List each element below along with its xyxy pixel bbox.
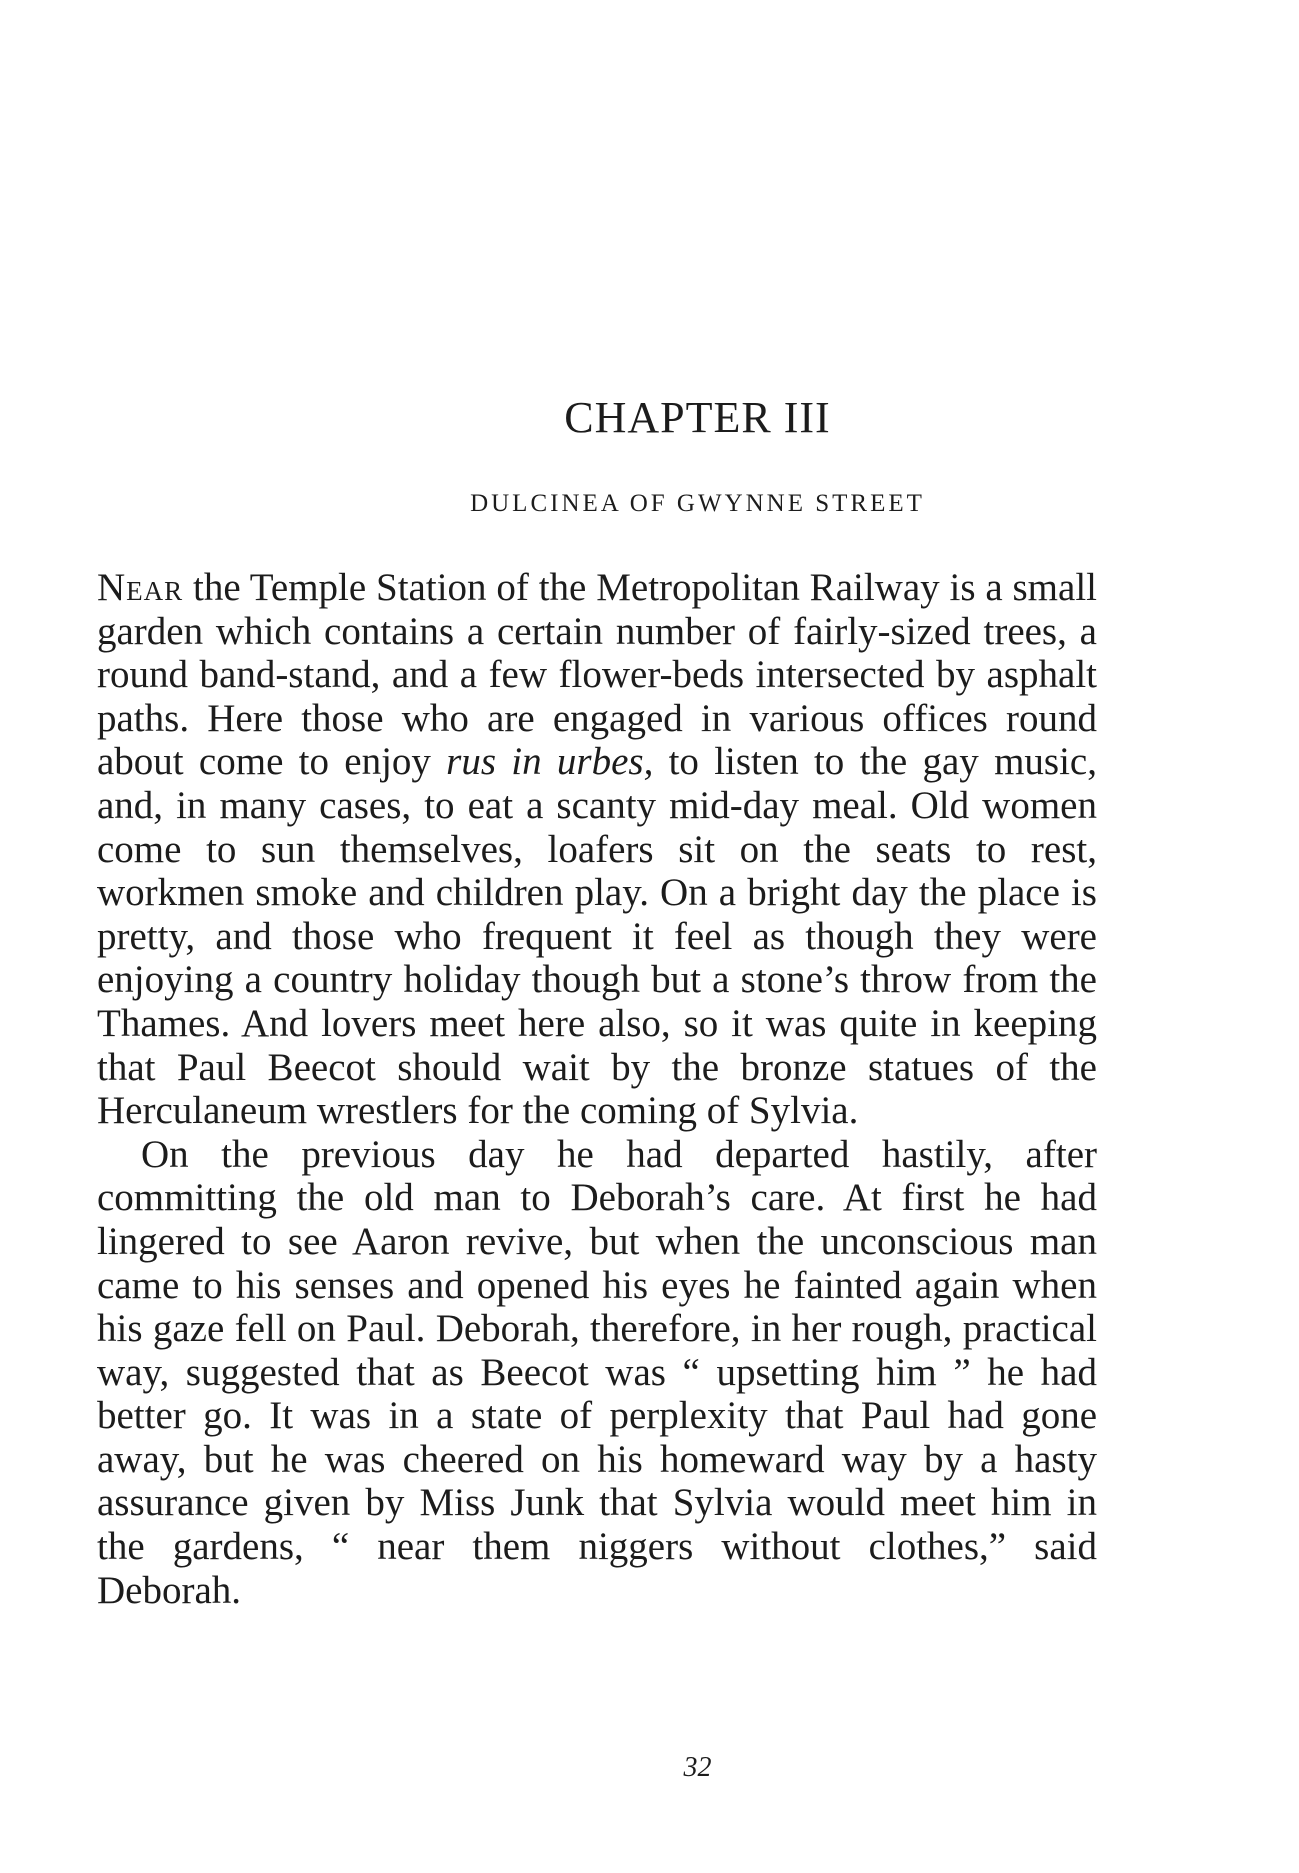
latin-phrase: rus in urbes, <box>446 740 654 784</box>
chapter-title: CHAPTER III <box>564 393 831 442</box>
paragraph-lead-word: Near <box>97 566 184 609</box>
chapter-subtitle: DULCINEA OF GWYNNE STREET <box>470 490 925 517</box>
paragraph-1 <box>97 566 1097 1133</box>
body-text <box>97 566 1097 1612</box>
page-number: 32 <box>683 1752 712 1783</box>
paragraph-1-text-end: to listen to the gay music, and, in many cases, to eat a scanty mid-day meal. Old women come to sun themselves, loafers sit on the seats to rest, workmen smoke and children play. On a bright day the place is pretty, and those who frequent it feel as though they were enjoying a country holiday though but a stone’s throw from the Thames. And lovers meet here also, so it was quite in keeping that Paul Beecot should wait by the bronze statues of the Herculaneum wrestlers for the coming of Sylvia. <box>97 740 1097 1133</box>
paragraph-1-text-start: the Temple Station of the Metropolitan Railway is a small garden which contains a certain number of fairly-sized trees, a round band-stand, and a few flower-beds intersected by asphalt paths. Here those who are engaged in various offices round about come to enjoy <box>97 566 1097 784</box>
paragraph-2: On the previous day he had departed hastily, after committing the old man to Deborah’s care. At first he had lingered to see Aaron revive, but when the unconscious man came to his senses and opened his eyes he fainted again when his gaze fell on Paul. Deborah, therefore, in her rough, practical way, suggested that as Beecot was “ upsetting him ” he had better go. It was in a state of perplexity that Paul had gone away, but he was cheered on his homeward way by a hasty assurance given by Miss Junk that Sylvia would meet him in the gardens, “ near them niggers without clothes,” said Deborah. <box>97 1132 1097 1612</box>
